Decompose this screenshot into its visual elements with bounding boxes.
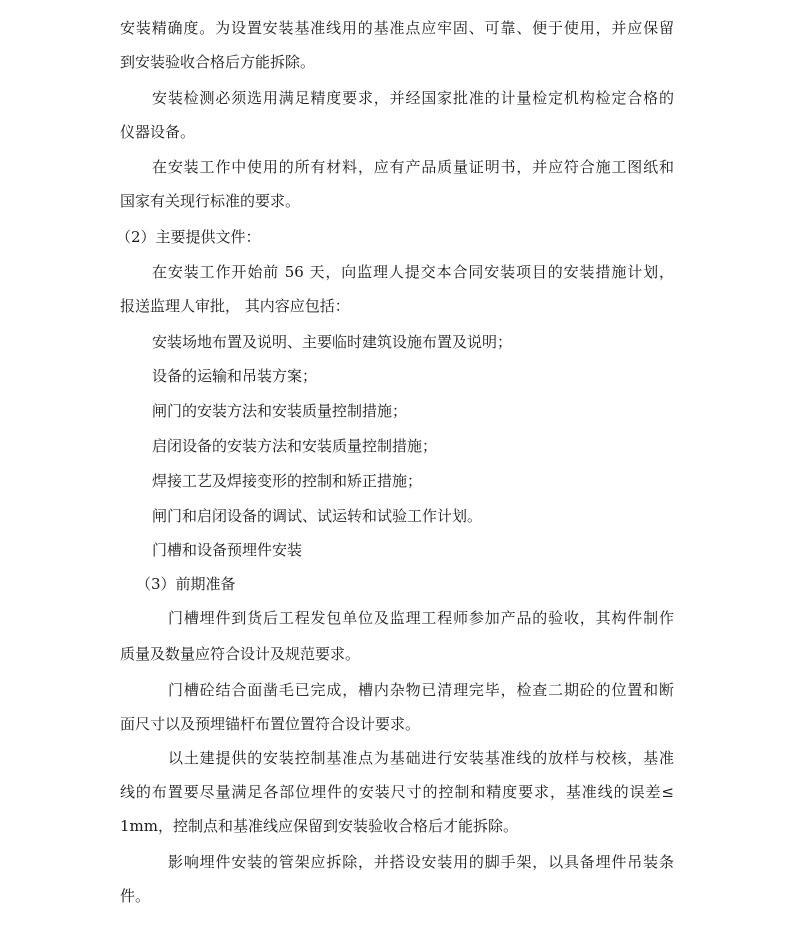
list-item: 安装场地布置及说明、主要临时建筑设施布置及说明； (152, 333, 513, 351)
paragraph-line: 在安装工作中使用的所有材料，应有产品质量证明书，并应符合施工图纸和 (152, 158, 674, 176)
paragraph-line: 安装精确度。为设置安装基准线用的基准点应牢固、可靠、便于使用，并应保留 (120, 19, 674, 37)
paragraph-line: 件。 (120, 887, 151, 905)
paragraph-line: 到安装验收合格后方能拆除。 (120, 53, 316, 71)
paragraph-line: 质量及数量应符合设计及规范要求。 (120, 645, 361, 663)
paragraph-line: 国家有关现行标准的要求。 (120, 192, 301, 210)
list-item: 焊接工艺及焊接变形的控制和矫正措施； (152, 472, 423, 490)
paragraph-line: 安装检测必须选用满足精度要求，并经国家批准的计量检定机构检定合格的 (152, 89, 674, 107)
list-item: 闸门和启闭设备的调试、试运转和试验工作计划。 (152, 507, 483, 525)
paragraph-line: 报送监理人审批， 其内容应包括： (120, 297, 350, 315)
paragraph-line: 影响埋件安装的管架应拆除，并搭设安装用的脚手架，以具备埋件吊装条 (168, 853, 674, 871)
section-heading: （2）主要提供文件： (116, 228, 261, 246)
paragraph-line: 1mm，控制点和基准线应保留到安装验收合格后才能拆除。 (120, 817, 518, 835)
paragraph-line: 线的布置要尽量满足各部位埋件的安装尺寸的控制和精度要求，基准线的误差≤ (120, 783, 674, 801)
paragraph-line: 面尺寸以及预埋锚杆布置位置符合设计要求。 (120, 715, 421, 733)
paragraph-line: 门槽埋件到货后工程发包单位及监理工程师参加产品的验收，其构件制作 (168, 609, 674, 627)
list-item: 启闭设备的安装方法和安装质量控制措施； (152, 437, 438, 455)
subsection-heading: 门槽和设备预埋件安装 (152, 541, 303, 559)
paragraph-line: 门槽砼结合面凿毛已完成，槽内杂物已清理完毕，检查二期砼的位置和断 (168, 681, 674, 699)
list-item: 设备的运输和吊装方案； (152, 367, 318, 385)
section-heading: （3）前期准备 (136, 575, 236, 593)
paragraph-line: 在安装工作开始前 56 天，向监理人提交本合同安装项目的安装措施计划， (152, 263, 674, 281)
paragraph-line: 以土建提供的安装控制基准点为基础进行安装基准线的放样与校核，基准 (168, 749, 674, 767)
list-item: 闸门的安装方法和安装质量控制措施； (152, 402, 408, 420)
paragraph-line: 仪器设备。 (120, 123, 196, 141)
